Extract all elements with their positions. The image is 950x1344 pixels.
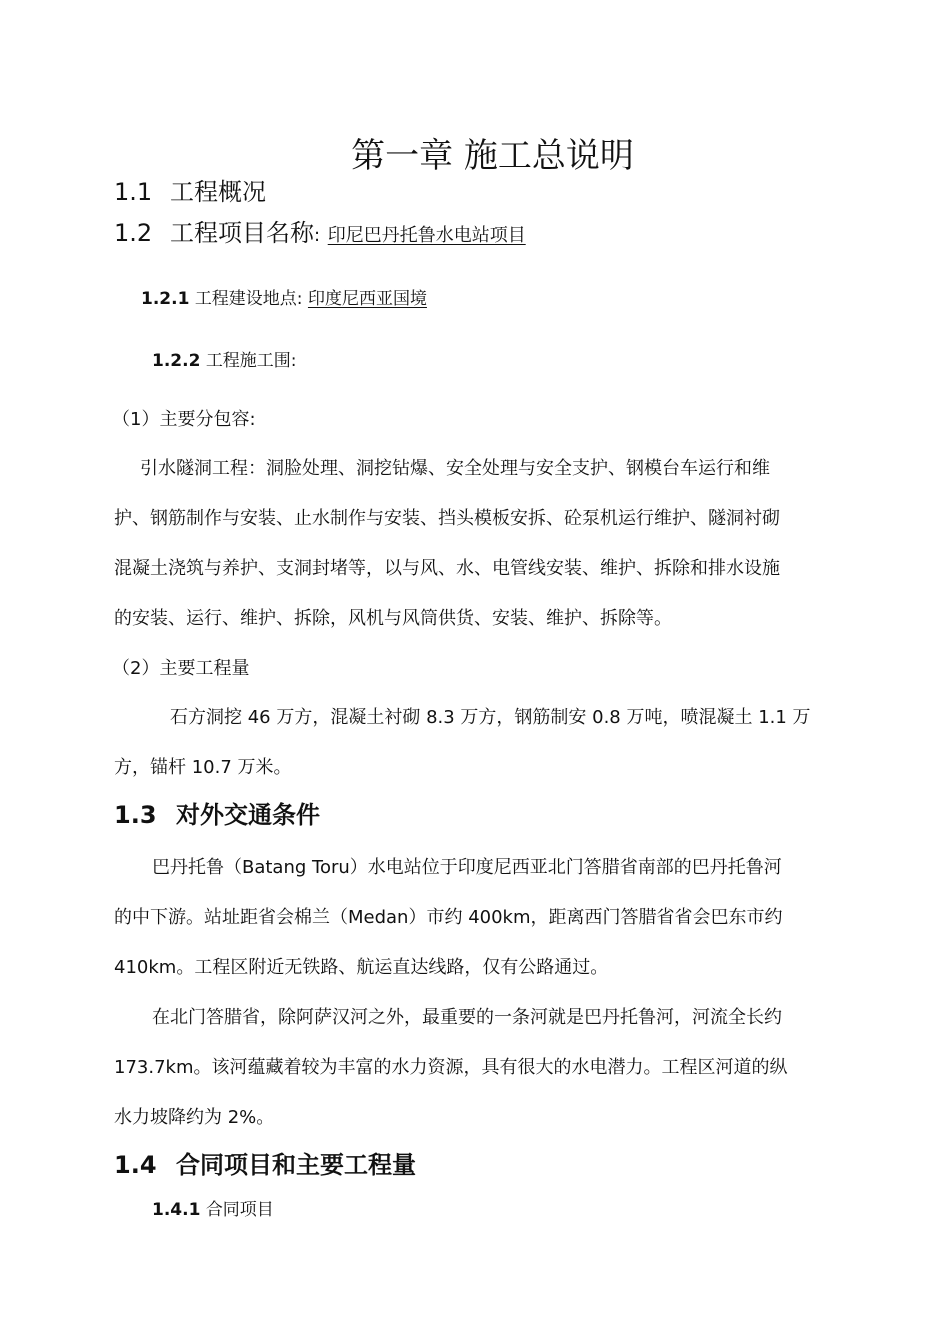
quantity-line: 方，锚杆 10.7 万米。: [114, 757, 292, 778]
chapter-title: 第一章 施工总说明: [351, 136, 634, 176]
scope-item-2-heading: （2）主要工程量: [112, 658, 250, 679]
river-paragraph-line: 173.7km。该河蕴藏着较为丰富的水力资源，具有很大的水电潜力。工程区河道的纵: [114, 1057, 788, 1078]
heading-1-3-title: 对外交通条件: [176, 801, 320, 829]
heading-1-1-number: 1.1: [114, 178, 153, 206]
scope-item-1-line: 混凝土浇筑与养护、支洞封堵等，以与风、水、电管线安装、维护、拆除和排水设施: [114, 558, 780, 579]
heading-1-4-title: 合同项目和主要工程量: [176, 1151, 416, 1179]
river-paragraph-line: 在北门答腊省，除阿萨汉河之外，最重要的一条河就是巴丹托鲁河，河流全长约: [152, 1007, 782, 1028]
heading-1-2-2: [152, 346, 297, 371]
scope-item-1-heading: （1）主要分包容:: [112, 409, 256, 430]
location-value: 印度尼西亚国境: [307, 289, 427, 309]
heading-1-4-1-number: 1.4.1: [152, 1200, 201, 1220]
heading-1-2-number: 1.2: [114, 219, 153, 247]
heading-1-1-title: 工程概况: [170, 178, 266, 206]
heading-1-2-title: 工程项目名称: [170, 219, 314, 247]
heading-1-2-colon: :: [314, 225, 321, 246]
quantity-line: 石方洞挖 46 万方，混凝土衬砌 8.3 万方，钢筋制安 0.8 万吨，喷混凝土 1.1 万: [170, 707, 811, 728]
heading-1-2-1-title: 工程建设地点:: [194, 289, 303, 309]
traffic-paragraph-line: 410km。工程区附近无铁路、航运直达线路，仅有公路通过。: [114, 957, 609, 978]
heading-1-3-number: 1.3: [114, 801, 157, 829]
heading-1-3: [114, 795, 320, 830]
river-paragraph-line: 水力坡降约为 2%。: [114, 1107, 275, 1128]
heading-1-2-2-number: 1.2.2: [152, 351, 201, 371]
heading-1-4: [114, 1145, 416, 1180]
scope-item-1-line: 护、钢筋制作与安装、止水制作与安装、挡头模板安拆、砼泵机运行维护、隧洞衬砌: [114, 508, 780, 529]
project-name-value: 印尼巴丹托鲁水电站项目: [327, 225, 526, 246]
scope-item-1-line: 的安装、运行、维护、拆除，风机与风筒供货、安装、维护、拆除等。: [114, 608, 672, 629]
heading-1-2-1: [141, 284, 427, 309]
heading-1-2: [114, 213, 526, 248]
heading-1-4-1: [152, 1195, 274, 1220]
scope-item-1-line: 引水隧洞工程：洞脸处理、洞挖钻爆、安全处理与安全支护、钢模台车运行和维: [140, 458, 770, 479]
heading-1-2-2-title: 工程施工围:: [205, 351, 297, 371]
heading-1-4-1-title: 合同项目: [205, 1200, 274, 1220]
heading-1-2-1-number: 1.2.1: [141, 289, 190, 309]
traffic-paragraph-line: 的中下游。站址距省会棉兰（Medan）市约 400km，距离西门答腊省省会巴东市约: [114, 907, 783, 928]
heading-1-1: [114, 172, 266, 207]
traffic-paragraph-line: 巴丹托鲁（Batang Toru）水电站位于印度尼西亚北门答腊省南部的巴丹托鲁河: [152, 857, 782, 878]
heading-1-4-number: 1.4: [114, 1151, 157, 1179]
